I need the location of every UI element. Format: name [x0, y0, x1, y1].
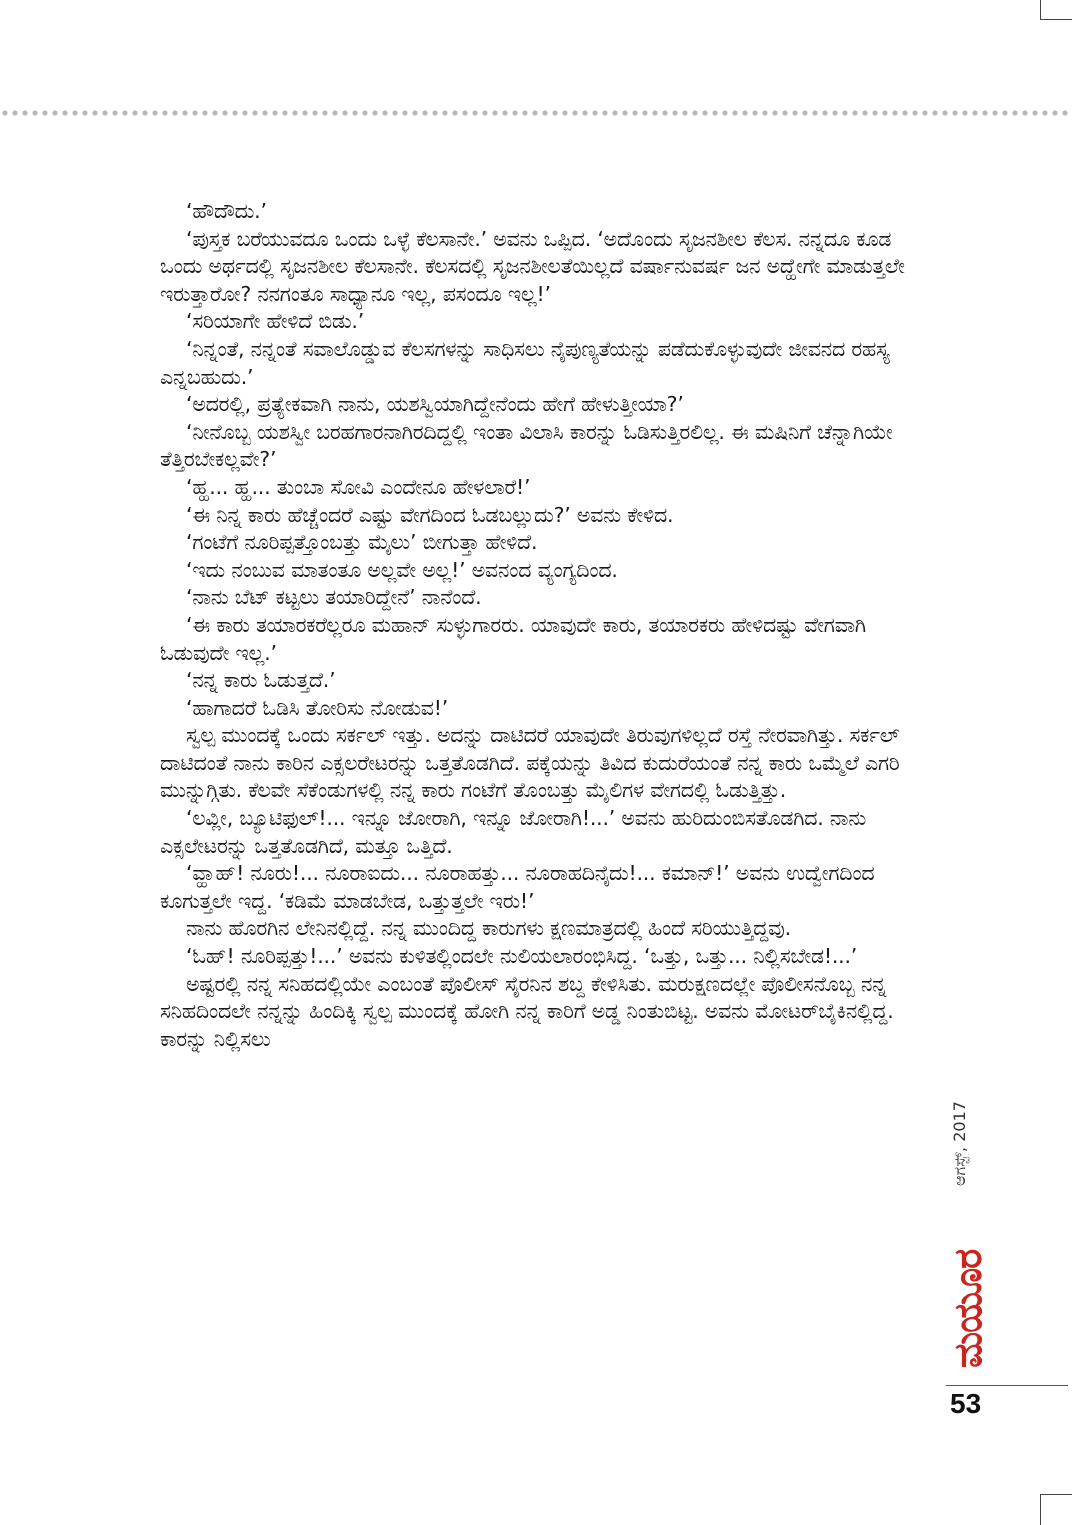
magazine-logo: ಮಯೂರ — [946, 1249, 990, 1368]
paragraph: ‘ನಾನು ಬೆಟ್ ಕಟ್ಟಲು ತಯಾರಿದ್ದೇನೆ’ ನಾನೆಂದೆ. — [186, 585, 482, 610]
paragraph: ಸ್ವಲ್ಪ ಮುಂದಕ್ಕೆ ಒಂದು ಸರ್ಕಲ್ ಇತ್ತು. ಅದನ್ನು ದಾಟಿದರೆ ಯಾವುದೇ ತಿರುವುಗಳಿಲ್ಲದೆ ರಸ್ತೆ ನೇರವಾಗಿತ್ತು. ಸರ್ಕಲ್ ದಾಟಿದಂತೆ ನಾನು ಕಾರಿನ ಎಕ್ಸಲರೇಟರನ್ನು ಒತ್ತತೊಡಗಿದೆ. ಪಕ್ಕೆಯನ್ನು ತಿವಿದ ಕುದುರೆಯಂತೆ ನನ್ನ ಕಾರು ಒಮ್ಮೆಲೆ ಎಗರಿ ಮುನ್ನುಗ್ಗಿತು. ಕೆಲವೇ ಸೆಕೆಂಡುಗಳಲ್ಲಿ ನನ್ನ ಕಾರು ಗಂಟೆಗೆ ತೊಂಬತ್ತು ಮೈಲಿಗಳ ವೇಗದಲ್ಲಿ ಓಡುತ್ತಿತ್ತು. — [160, 723, 900, 803]
paragraph: ‘ಪುಸ್ತಕ ಬರೆಯುವದೂ ಒಂದು ಒಳ್ಳೆ ಕೆಲಸಾನೇ.’ ಅವನು ಒಪ್ಪಿದ. ‘ಅದೊಂದು ಸೃಜನಶೀಲ ಕೆಲಸ. ನನ್ನದೂ ಕೂಡ ಒಂದು ಅರ್ಥದಲ್ಲಿ ಸೃಜನಶೀಲ ಕೆಲಸಾನೇ. ಕೆಲಸದಲ್ಲಿ ಸೃಜನಶೀಲತೆಯಿಲ್ಲದೆ ವರ್ಷಾನುವರ್ಷ ಜನ ಅದ್ಹೇಗೇ ಮಾಡುತ್ತಲೇ ಇರುತ್ತಾರೋ? ನನಗಂತೂ ಸಾಧ್ಯಾನೂ ಇಲ್ಲ, ಪಸಂದೂ ಇಲ್ಲ!’ — [160, 226, 905, 306]
paragraph: ಅಷ್ಟರಲ್ಲಿ ನನ್ನ ಸನಿಹದಲ್ಲಿಯೇ ಎಂಬಂತೆ ಪೊಲೀಸ್ ಸೈರನಿನ ಶಬ್ದ ಕೇಳಿಸಿತು. ಮರುಕ್ಷಣದಲ್ಲೇ ಪೊಲೀಸನೊಬ್ಬ ನನ್ನ ಸನಿಹದಿಂದಲೇ ನನ್ನನ್ನು ಹಿಂದಿಕ್ಕಿ ಸ್ವಲ್ಪ ಮುಂದಕ್ಕೆ ಹೋಗಿ ನನ್ನ ಕಾರಿಗೆ ಅಡ್ಡ ನಿಂತುಬಿಟ್ಟ. ಅವನು ಮೋಟರ್‌ಬೈಕಿನಲ್ಲಿದ್ದ. ಕಾರನ್ನು ನಿಲ್ಲಿಸಲು — [160, 971, 894, 1051]
dotted-separator — [0, 108, 1072, 118]
paragraph: ‘ಈ ನಿನ್ನ ಕಾರು ಹೆಚ್ಚೆಂದರೆ ಎಷ್ಟು ವೇಗದಿಂದ ಓಡಬಲ್ಲುದು?’ ಅವನು ಕೇಳಿದ. — [186, 502, 674, 527]
crop-mark-bottom-right-horizontal — [1040, 1494, 1072, 1495]
paragraph: ‘ನಿನ್ನಂತೆ, ನನ್ನಂತೆ ಸವಾಲೊಡ್ಡುವ ಕೆಲಸಗಳನ್ನು ಸಾಧಿಸಲು ನೈಪುಣ್ಯತೆಯನ್ನು ಪಡೆದುಕೊಳ್ಳುವುದೇ ಜೀವನದ ರಹಸ್ಯ ಎನ್ನಬಹುದು.’ — [160, 336, 890, 389]
crop-mark-top-right — [1040, 0, 1041, 20]
paragraph: ‘ವ್ಹಾಹ್! ನೂರು!... ನೂರಾಐದು... ನೂರಾಹತ್ತು... ನೂರಾಹದಿನೈದು!... ಕಮಾನ್!’ ಅವನು ಉದ್ವೇಗದಿಂದ ಕೂಗುತ್ತಲೇ ಇದ್ದ. ‘ಕಡಿಮೆ ಮಾಡಬೇಡ, ಒತ್ತುತ್ತಲೇ ಇರು!’ — [160, 861, 875, 913]
paragraph: ‘ಈ ಕಾರು ತಯಾರಕರೆಲ್ಲರೂ ಮಹಾನ್ ಸುಳ್ಳುಗಾರರು. ಯಾವುದೇ ಕಾರು, ತಯಾರಕರು ಹೇಳಿದಷ್ಟು ವೇಗವಾಗಿ ಓಡುವುದೇ ಇಲ್ಲ.’ — [160, 612, 866, 665]
paragraph: ‘ಇದು ನಂಬುವ ಮಾತಂತೂ ಅಲ್ಲವೇ ಅಲ್ಲ!’ ಅವನಂದ ವ್ಯಂಗ್ಯದಿಂದ. — [186, 557, 618, 582]
paragraph: ‘ಹೌದೌದು.’ — [186, 199, 267, 223]
paragraph: ‘ನೀನೊಬ್ಬ ಯಶಸ್ವೀ ಬರಹಗಾರನಾಗಿರದಿದ್ದಲ್ಲಿ ಇಂತಾ ವಿಲಾಸಿ ಕಾರನ್ನು ಓಡಿಸುತ್ತಿರಲಿಲ್ಲ. ಈ ಮಷಿನಿಗೆ ಚೆನ್ನಾಗಿಯೇ ತೆತ್ತಿರಬೇಕಲ್ಲವೇ?’ — [160, 419, 893, 472]
paragraph: ‘ನನ್ನ ಕಾರು ಓಡುತ್ತದೆ.’ — [186, 668, 336, 693]
paragraph: ‘ಗಂಟೆಗೆ ನೂರಿಪ್ಪತ್ತೊಂಬತ್ತು ಮೈಲು’ ಬೀಗುತ್ತಾ ಹೇಳಿದೆ. — [186, 530, 538, 555]
footer-rule — [946, 1385, 1068, 1386]
paragraph: ‘ಲವ್ಲೀ, ಬ್ಯೂಟಿಫುಲ್!... ಇನ್ನೂ ಜೋರಾಗಿ, ಇನ್ನೂ ಜೋರಾಗಿ!...’ ಅವನು ಹುರಿದುಂಬಿಸತೊಡಗಿದ. ನಾನು ಎಕ್ಸಲೇಟರನ್ನು ಒತ್ತತೊಡಗಿದೆ, ಮತ್ತೂ ಒತ್ತಿದೆ. — [160, 806, 867, 858]
crop-mark-top-right-horizontal — [1040, 19, 1072, 20]
crop-mark-bottom-right — [1040, 1494, 1041, 1525]
paragraph: ‘ಅದರಲ್ಲಿ, ಪ್ರತ್ಯೇಕವಾಗಿ ನಾನು, ಯಶಸ್ವಿಯಾಗಿದ್ದೇನೆಂದು ಹೇಗೆ ಹೇಳುತ್ತೀಯಾ?’ — [186, 392, 684, 417]
article-body — [160, 198, 918, 1053]
paragraph: ‘ಹ್ಹ... ಹ್ಹ... ತುಂಬಾ ಸೋವಿ ಎಂದೇನೂ ಹೇಳಲಾರೆ!’ — [186, 474, 531, 499]
paragraph: ‘ಹಾಗಾದರೆ ಓಡಿಸಿ ತೋರಿಸು ನೋಡುವ!’ — [186, 695, 449, 720]
paragraph: ‘ಓಹ್! ನೂರಿಪ್ಪತ್ತು!...’ ಅವನು ಕುಳಿತಲ್ಲಿಂದಲೇ ನುಲಿಯಲಾರಂಭಿಸಿದ್ದ. ‘ಒತ್ತು, ಒತ್ತು... ನಿಲ್ಲಿಸಬೇಡ!...’ — [186, 944, 858, 969]
issue-date: ಆಗಸ್ಟ್, 2017 — [950, 1101, 969, 1186]
page-number: 53 — [950, 1388, 982, 1419]
paragraph: ನಾನು ಹೊರಗಿನ ಲೇನಿನಲ್ಲಿದ್ದೆ. ನನ್ನ ಮುಂದಿದ್ದ ಕಾರುಗಳು ಕ್ಷಣಮಾತ್ರದಲ್ಲಿ ಹಿಂದೆ ಸರಿಯುತ್ತಿದ್ದವು. — [186, 916, 791, 941]
paragraph: ‘ಸರಿಯಾಗೇ ಹೇಳಿದೆ ಬಿಡು.’ — [186, 309, 365, 334]
